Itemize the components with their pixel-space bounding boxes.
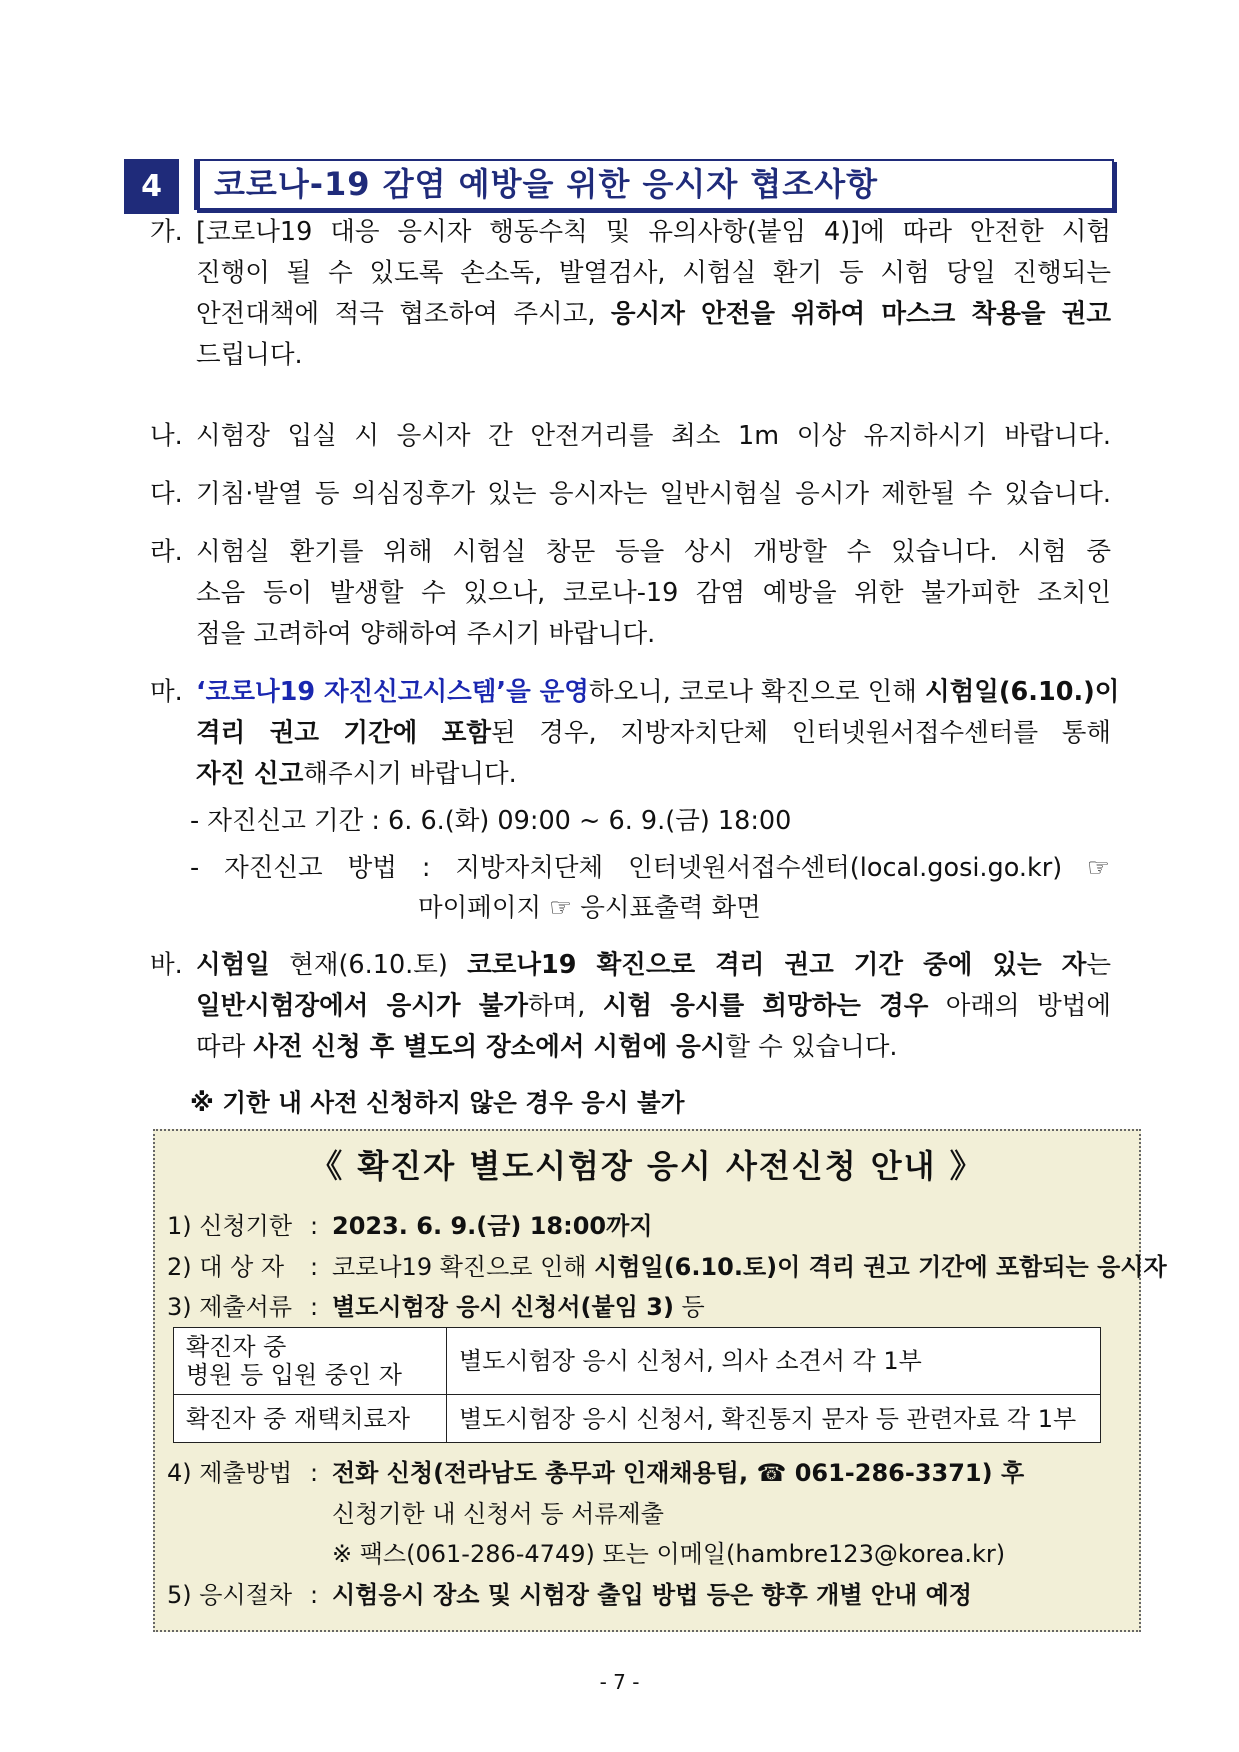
emphasis-text: 사전 신청 후 별도의 장소에서 시험에 응시 [253,1032,726,1062]
section-title-box [194,159,1114,210]
row-colon: : [310,1459,319,1487]
item-label: 라. [150,537,183,567]
cell-text: 확진자 중 [186,1333,287,1361]
text-line: 기침·발열 등 의심징후가 있는 응시자는 일반시험실 응시가 제한될 수 있습니다. [196,479,1111,509]
text-line: [코로나19 대응 응시자 행동수칙 및 유의사항(붙임 4)]에 따라 안전한 시험 [196,217,1111,247]
section-title: 코로나-19 감염 예방을 위한 응시자 협조사항 [214,165,879,203]
row-value: 코로나19 확진으로 인해 [332,1253,595,1281]
emphasis-text: 코로나19 확진으로 격리 권고 기간 중에 있는 자 [467,950,1087,980]
emphasis-text: 일반시험장에서 응시가 불가 [196,991,528,1021]
text-run: 된 경우, 지방자치단체 인터넷원서접수센터를 통해 [490,718,1111,748]
row-label: 3) 제출서류 [167,1293,292,1321]
row-colon: : [310,1581,319,1609]
text-line [196,754,1111,795]
item-text [196,416,1111,457]
item-text [196,532,1111,655]
notice-title: 《 확진자 별도시험장 응시 사전신청 안내 》 [310,1147,984,1185]
page-number: - 7 - [599,1670,640,1694]
item-label: 마. [150,677,183,707]
text-line [196,986,1111,1027]
text-run: 아래의 방법에 [928,991,1111,1021]
text-run: 현재(6.10.토) [269,950,468,980]
row-colon: : [310,1293,319,1321]
text-line: 드립니다. [196,340,303,370]
row-label: 2) 대 상 자 [167,1253,285,1281]
self-report-method [190,848,1110,889]
item-label: 바. [150,950,183,980]
text-line: 진행이 될 수 있도록 손소독, 발열검사, 시험실 환기 등 시험 당일 진행되는 [196,258,1111,288]
item-label: 다. [150,479,183,509]
emphasis-text: 응시자 안전을 위하여 마스크 착용을 권고 [610,299,1111,329]
emphasis-blue-text: ‘코로나19 자진신고시스템’을 운영 [196,677,589,707]
row-value-bold: 시험일(6.10.토)이 격리 권고 기간에 포함되는 응시자 [594,1253,1167,1281]
notice-row-target [167,1250,1167,1284]
row-label: 5) 응시절차 [167,1581,292,1609]
text-run: 안전대책에 적극 협조하여 주시고, [196,299,611,329]
table-cell-docs: 별도시험장 응시 신청서, 확진통지 문자 등 관련자료 각 1부 [447,1395,1101,1443]
item-label: 가. [150,217,183,247]
text-run: 는 [1086,950,1111,980]
table-cell-who [174,1395,447,1443]
text-line: 시험장 입실 시 응시자 간 안전거리를 최소 1m 이상 유지하시기 바랍니다. [196,421,1111,451]
cell-text: 확진자 중 재택치료자 [186,1404,410,1433]
text-run: 따라 [196,1032,254,1062]
item-text [196,672,1120,795]
text-line [196,713,1111,754]
documents-table [173,1327,1101,1443]
text-line: - 자진신고 방법 : 지방자치단체 인터넷원서접수센터(local.gosi.go.kr) ☞ [190,853,1110,883]
emphasis-text: 시험일(6.10.)이 [925,677,1120,707]
text-line [196,1027,1111,1068]
item-text [196,212,1111,376]
row-label: 1) 신청기한 [167,1212,292,1240]
method-cont: 신청기한 내 신청서 등 서류제출 [332,1500,664,1528]
text-line: 시험실 환기를 위해 시험실 창문 등을 상시 개방할 수 있습니다. 시험 중 [196,537,1111,567]
text-line [196,945,1111,986]
emphasis-text: 시험 응시를 희망하는 경우 [602,991,929,1021]
table-row [174,1395,1101,1443]
section-number: 4 [124,159,179,214]
row-value-bold: 시험응시 장소 및 시험장 출입 방법 등은 향후 개별 안내 예정 [332,1581,972,1609]
text-line: 소음 등이 발생할 수 있으나, 코로나-19 감염 예방을 위한 불가피한 조치인 [196,578,1111,608]
table-row [174,1328,1101,1395]
text-line [196,294,1111,335]
notice-row-procedure [167,1578,972,1612]
emphasis-text: 시험일 [196,950,270,980]
text-run: 할 수 있습니다. [725,1032,898,1062]
text-run: 하오니, 코로나 확진으로 인해 [588,677,925,707]
item-text [196,945,1111,1068]
section-header [124,159,1118,214]
cell-text: 병원 등 입원 중인 자 [186,1361,402,1389]
self-report-method-cont: 마이페이지 ☞ 응시표출력 화면 [418,893,761,923]
deadline-note: ※ 기한 내 사전 신청하지 않은 경우 응시 불가 [190,1088,685,1117]
text-run: 해주시기 바랍니다. [303,759,517,789]
method-alt: ※ 팩스(061-286-4749) 또는 이메일(hambre123@korea.kr) [332,1540,1006,1568]
notice-row-documents [167,1290,705,1324]
notice-box [153,1129,1167,1632]
notice-row-method [167,1456,1024,1490]
text-line [196,672,1120,713]
table-cell-who [174,1328,447,1395]
row-value-bold: 2023. 6. 9.(금) 18:00까지 [332,1212,653,1240]
table-cell-docs: 별도시험장 응시 신청서, 의사 소견서 각 1부 [447,1328,1101,1395]
row-colon: : [310,1212,319,1240]
emphasis-text: 자진 신고 [196,759,304,789]
row-value: 등 [673,1293,705,1321]
row-label: 4) 제출방법 [167,1459,292,1487]
notice-row-deadline [167,1209,653,1243]
text-line: 점을 고려하여 양해하여 주시기 바랍니다. [196,619,656,649]
row-value-bold: 별도시험장 응시 신청서(붙임 3) [332,1293,674,1321]
item-label: 나. [150,421,183,451]
row-colon: : [310,1253,319,1281]
row-value-bold: 전화 신청(전라남도 총무과 인재채용팀, ☎ 061-286-3371) 후 [332,1459,1025,1487]
text-run: 하며, [528,991,603,1021]
emphasis-text: 격리 권고 기간에 포함 [196,718,491,748]
self-report-period: - 자진신고 기간 : 6. 6.(화) 09:00 ~ 6. 9.(금) 18:00 [190,806,792,836]
item-text [196,474,1111,515]
